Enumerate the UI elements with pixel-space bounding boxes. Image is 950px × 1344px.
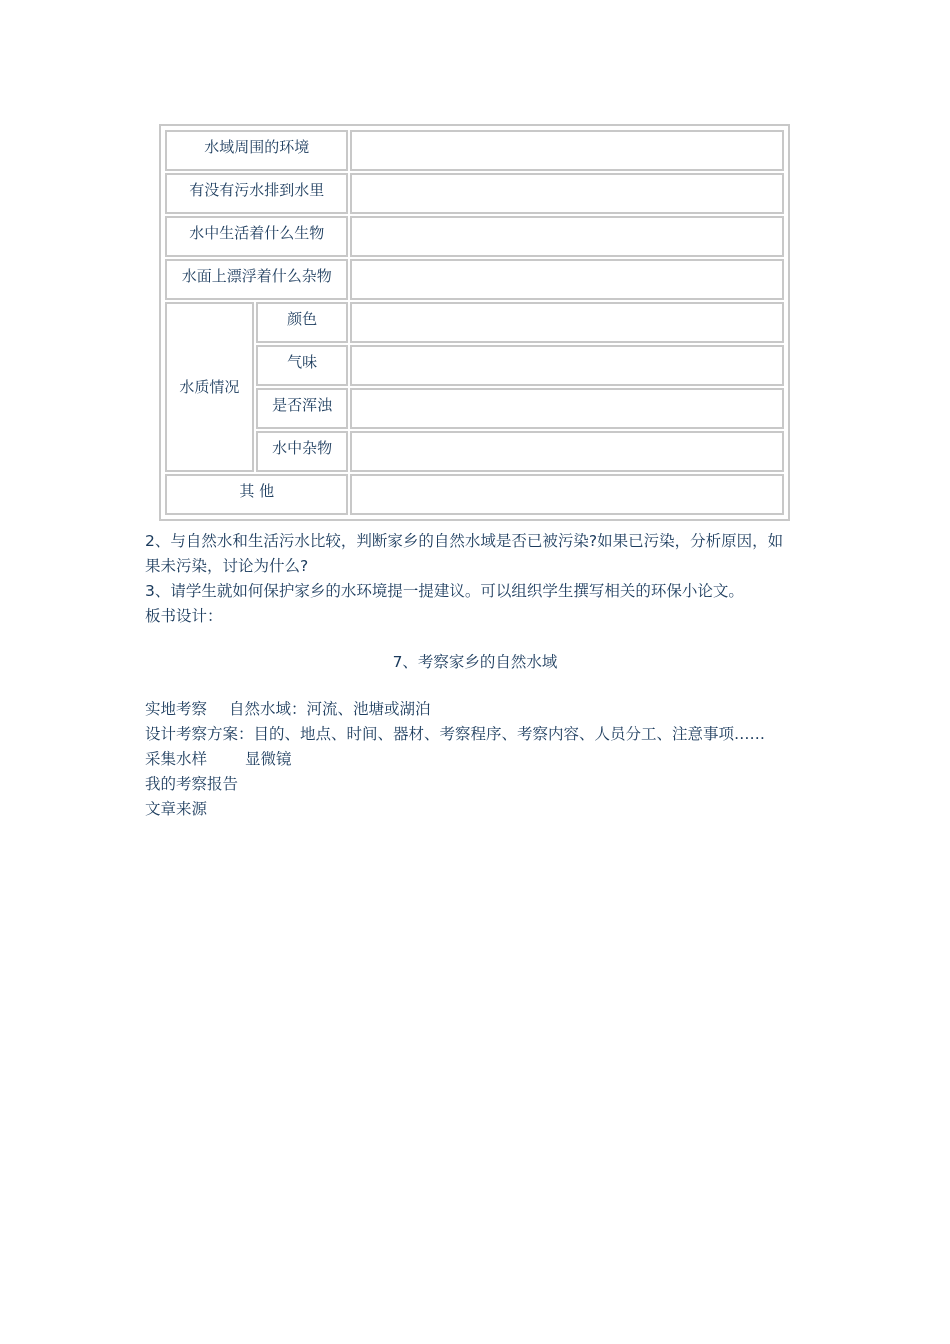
blank-cell <box>350 302 784 343</box>
water-quality-label: 水质情况 <box>165 302 254 472</box>
table-row <box>165 431 784 472</box>
blank-cell <box>350 216 784 257</box>
row-label: 水域周围的环境 <box>165 130 348 171</box>
question-2-line-2: 果未污染，讨论为什么? <box>145 557 309 575</box>
board-content <box>145 697 765 822</box>
board-line-3-b: 显微镜 <box>245 750 292 768</box>
water-quality-item: 颜色 <box>256 302 349 343</box>
row-label: 水中生活着什么生物 <box>165 216 348 257</box>
blank-cell <box>350 259 784 300</box>
table-row <box>165 259 784 300</box>
survey-table <box>159 124 790 521</box>
row-label: 有没有污水排到水里 <box>165 173 348 214</box>
board-line-1 <box>145 697 765 722</box>
blank-cell <box>350 130 784 171</box>
board-line-2: 设计考察方案：目的、地点、时间、器材、考察程序、考察内容、人员分工、注意事项…… <box>145 725 766 743</box>
row-label: 其 他 <box>165 474 348 515</box>
board-line-1-a: 实地考察 <box>145 700 208 718</box>
question-2-line-1: 2、与自然水和生活污水比较，判断家乡的自然水域是否已被污染?如果已污染，分析原因，如 <box>145 532 784 550</box>
blank-cell <box>350 474 784 515</box>
board-line-5: 文章来源 <box>145 800 208 818</box>
table-row <box>165 216 784 257</box>
board-line-3 <box>145 747 765 772</box>
table-row <box>165 302 784 343</box>
table-row <box>165 345 784 386</box>
water-quality-item: 是否浑浊 <box>256 388 349 429</box>
water-quality-item: 气味 <box>256 345 349 386</box>
blank-cell <box>350 345 784 386</box>
question-3: 3、请学生就如何保护家乡的水环境提一提建议。可以组织学生撰写相关的环保小论文。 <box>145 582 744 600</box>
table-row <box>165 173 784 214</box>
board-title: 7、考察家乡的自然水域 <box>392 653 558 671</box>
row-label: 水面上漂浮着什么杂物 <box>165 259 348 300</box>
blank-cell <box>350 431 784 472</box>
table-row <box>165 474 784 515</box>
water-quality-item: 水中杂物 <box>256 431 349 472</box>
board-line-3-a: 采集水样 <box>145 750 208 768</box>
blank-cell <box>350 388 784 429</box>
blank-cell <box>350 173 784 214</box>
table-row <box>165 130 784 171</box>
board-line-1-b: 自然水域：河流、池塘或湖泊 <box>229 700 431 718</box>
questions <box>145 529 810 629</box>
table-row <box>165 388 784 429</box>
board-line-4: 我的考察报告 <box>145 775 239 793</box>
board-design-label: 板书设计： <box>145 607 223 625</box>
